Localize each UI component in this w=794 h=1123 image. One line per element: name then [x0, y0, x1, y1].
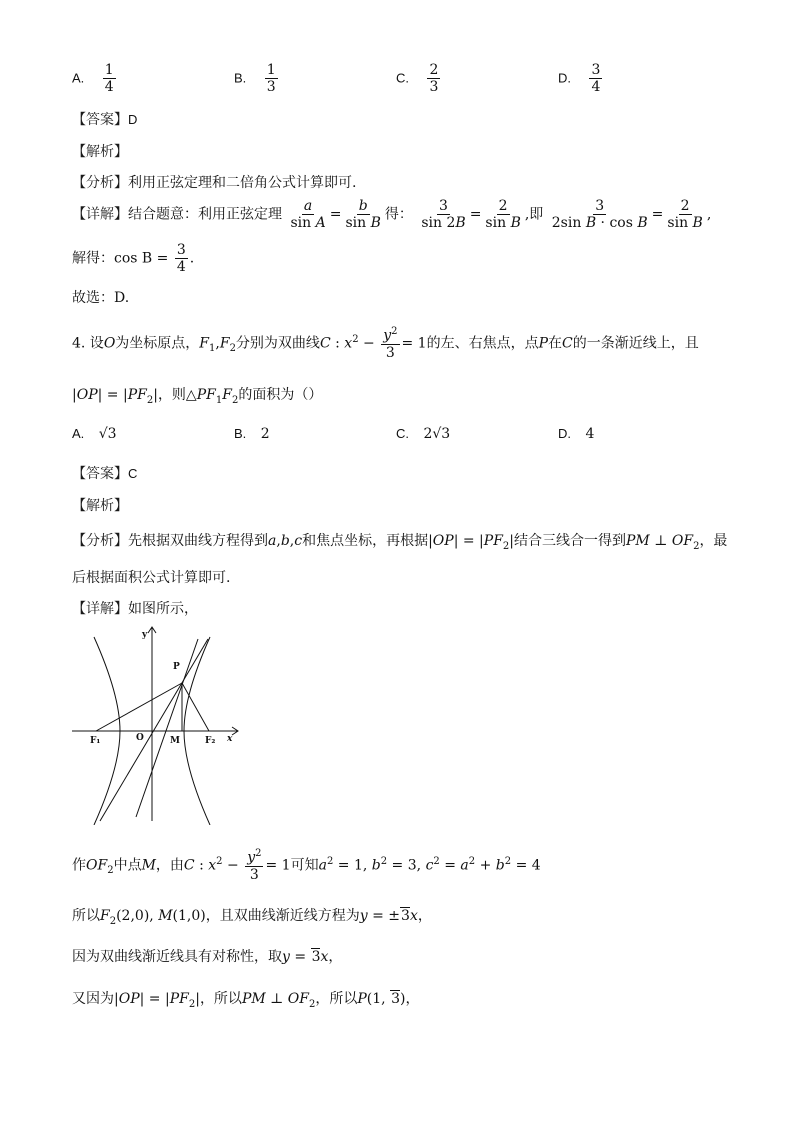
label-y: y [142, 630, 148, 640]
label-m: M [170, 736, 180, 746]
q4-stem-line1: 4. 设O为坐标原点，$F_1,F_2$分别为双曲线C : $x^2$ − $\frac{y^2}{3}$ = 1的左、右焦点，点P在C的一条渐近线上，且 [72, 326, 699, 361]
segment-op [136, 639, 198, 817]
q4-step4: 又因为$|OP| = |PF_2|$，所以PM ⊥ $OF_2$，所以P(1, 3)， [72, 991, 420, 1010]
q4-step1: 作$OF_2$中点M，由C : $x^2$ − $\frac{y^2}{3}$ = 1可知$a^2 = 1$, $b^2 = 3$, $c^2 = a^2 + b^2 = 4$ [72, 848, 541, 883]
q3-solve: 解得：cos B = $\frac{3}{4}$ . [72, 242, 195, 276]
segment-pf1 [96, 683, 182, 731]
label-o: O [136, 733, 144, 743]
q4-fenxi-line2: 后根据面积公式计算即可. [72, 570, 231, 586]
q4-fenxi: 【分析】先根据双曲线方程得到a,b,c和焦点坐标，再根据$|OP| = |PF_2|$结合三线合一得到PM ⊥ $OF_2$，最 [72, 533, 728, 552]
q3-option-d: D. $\frac{3}{4}$ [558, 62, 601, 96]
asymptote [100, 639, 208, 821]
q4-answer: 【答案】C [72, 466, 138, 482]
hyperbola-figure [72, 625, 254, 825]
label-f1: F₁ [90, 736, 101, 746]
q3-option-a: A. $\frac{1}{4}$ [72, 62, 114, 96]
q3-option-c: C. $\frac{2}{3}$ [396, 62, 439, 96]
label-x: x [227, 734, 233, 744]
q4-option-b: B. 2 [234, 426, 270, 442]
q4-step2: 所以$F_2(2,0)$, M(1,0)，且双曲线渐近线方程为y = ±3x， [72, 908, 432, 927]
q4-option-a: A. √3 [72, 426, 117, 442]
q4-option-c: C. 2√3 [396, 426, 451, 442]
label-p: P [173, 662, 180, 672]
q4-step3: 因为双曲线渐近线具有对称性，取y = 3x， [72, 949, 343, 965]
q4-stem-line2: $|OP| = |PF_2|$，则$\triangle PF_1F_2$的面积为（） [72, 387, 323, 406]
q3-fenxi: 【分析】利用正弦定理和二倍角公式计算即可. [72, 175, 357, 191]
label-f2: F₂ [205, 736, 216, 746]
q3-analysis-tag: 【解析】 [72, 144, 128, 160]
q3-option-b: B. $\frac{1}{3}$ [234, 62, 276, 96]
q3-xiangjie: 【详解】结合题意：利用正弦定理 $\frac{a}{\text{sin A}}$ = $\frac{b}{\text{sin B}}$ 得： $\frac{3}{\sin 2B}$ = $\frac{2}{\text{sin B}}$ ,即 $\frac{3}{\text{2sin B · cos B}}$ = $\frac{2}{\text{sin B}}$ , [72, 198, 712, 232]
q3-select: 故选：D. [72, 290, 130, 306]
q4-option-d: D. 4 [558, 426, 595, 442]
q4-xiangjie: 【详解】如图所示， [72, 601, 198, 617]
q3-answer: 【答案】D [72, 112, 138, 128]
q4-analysis-tag: 【解析】 [72, 498, 128, 514]
